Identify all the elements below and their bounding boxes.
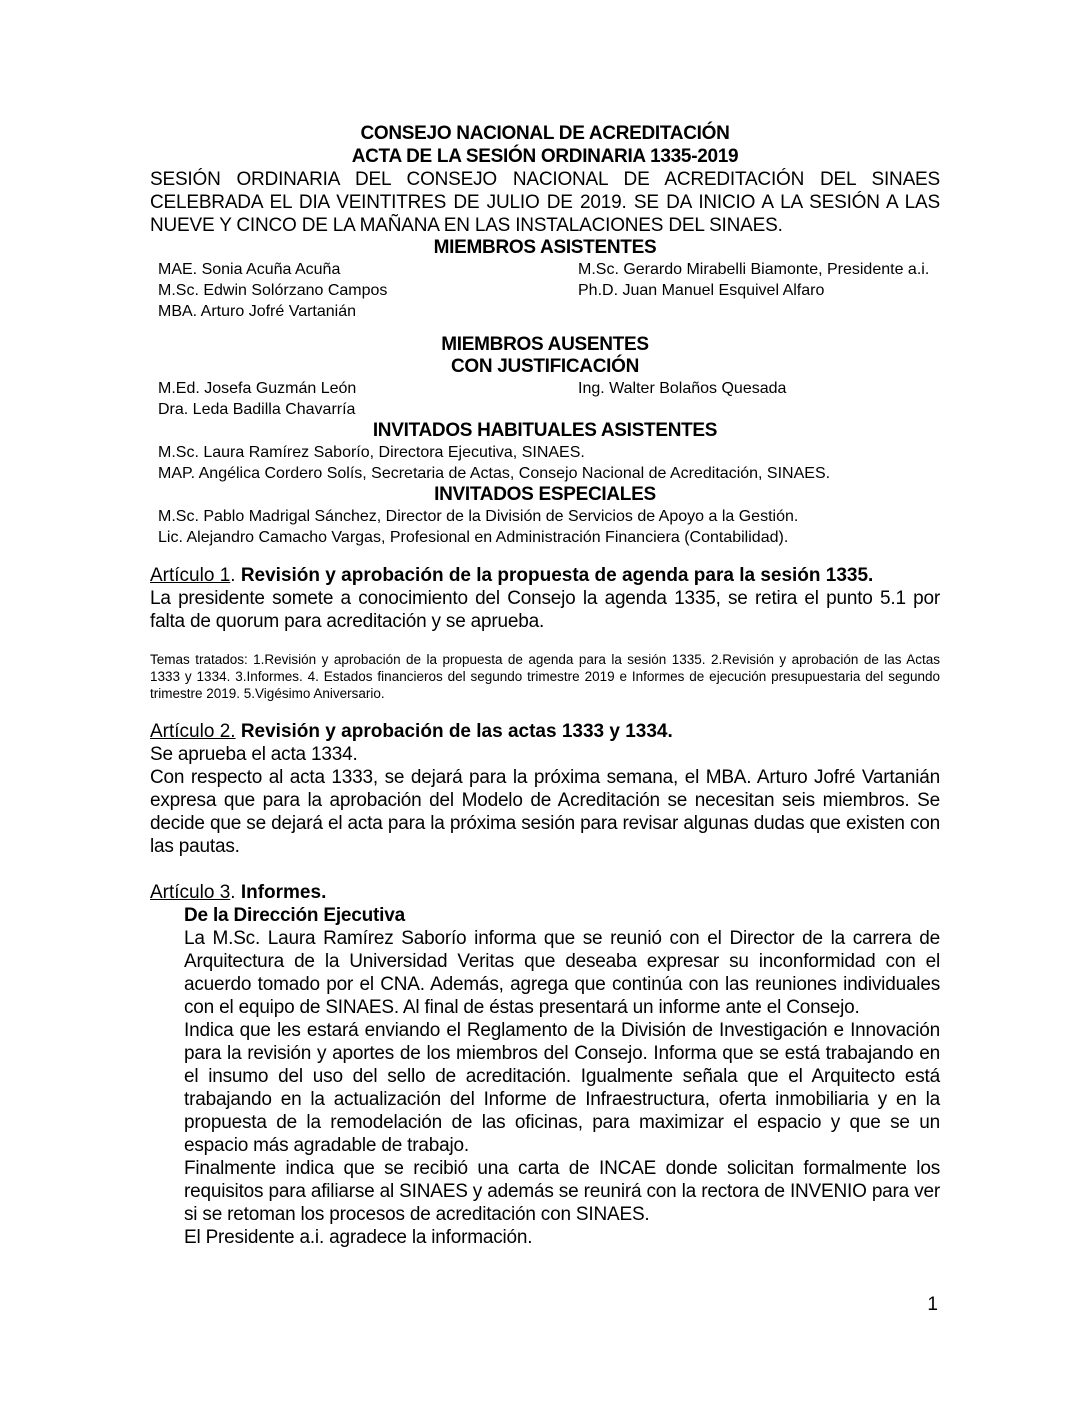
asistentes-heading: MIEMBROS ASISTENTES: [433, 237, 657, 258]
articulo-1-separator: .: [230, 565, 241, 586]
articulo-3-separator: .: [230, 882, 241, 903]
articulo-3-body: [150, 904, 940, 1249]
session-title: ACTA DE LA SESIÓN ORDINARIA 1335-2019: [351, 146, 739, 167]
articulo-3-p3: Finalmente indica que se recibió una carta de INCAE donde solicitan formalmente los requisitos para afiliarse al SINAES y además se reunirá con la rectora de INVENIO para ver si se retoman los procesos de acreditación con SINAES.: [184, 1158, 940, 1225]
guest-name: M.Sc. Pablo Madrigal Sánchez, Director de la División de Servicios de Apoyo a la Gestión.: [158, 508, 799, 525]
ausentes-heading: MIEMBROS AUSENTES: [441, 334, 649, 355]
articulo-3-label: Artículo 3: [150, 882, 231, 903]
ausentes-list: [150, 378, 940, 420]
invitados-especiales-list: [150, 506, 940, 548]
articulo-2-p1: Se aprueba el acta 1334.: [150, 744, 358, 765]
member-name: MBA. Arturo Jofré Vartanián: [158, 303, 357, 320]
articulo-3-p1: La M.Sc. Laura Ramírez Saborío informa que se reunió con el Director de la carrera de Arquitectura de la Universidad Veritas que deseaba expresar su inconformidad con el acuerdo tomado por el CNA. Además, agrega que continúa con las reuniones individuales con el equipo de SINAES. Al final de éstas presentará un informe ante el Consejo.: [184, 928, 940, 1018]
member-name: M.Ed. Josefa Guzmán León: [158, 380, 357, 397]
articulo-1-body: La presidente somete a conocimiento del Consejo la agenda 1335, se retira el punto 5.1 por falta de quorum para acreditación y se aprueba.: [150, 588, 940, 632]
articulo-1-label: Artículo 1: [150, 565, 231, 586]
guest-name: Lic. Alejandro Camacho Vargas, Profesional en Administración Financiera (Contabilidad).: [158, 529, 789, 546]
articulo-3-p2: Indica que les estará enviando el Reglamento de la División de Investigación e Innovación para la revisión y aportes de los miembros del Consejo. Informa que se está trabajando en el insumo del uso del sello de acreditación. Igualmente señala que el Arquitecto está trabajando en la actualización del Informe de Infraestructura, oferta inmobiliaria y en la propuesta de la remodelación de las oficinas, para maximizar el espacio y que se un espacio más agradable de trabajo.: [184, 1020, 940, 1156]
ausentes-subheading: CON JUSTIFICACIÓN: [450, 356, 640, 377]
articulo-2-p2: Con respecto al acta 1333, se dejará para la próxima semana, el MBA. Arturo Jofré Vartanián expresa que para la aprobación del Modelo de Acreditación se necesitan seis miembros. Se decide que se dejará el acta para la próxima sesión para revisar algunas dudas que existen con las pautas.: [150, 767, 940, 857]
member-name: Dra. Leda Badilla Chavarría: [158, 401, 356, 418]
document-content: [150, 122, 940, 1249]
articulo-2-label: Artículo 2.: [150, 721, 236, 742]
guest-name: M.Sc. Laura Ramírez Saborío, Directora Ejecutiva, SINAES.: [158, 444, 585, 461]
asistentes-list: [150, 259, 940, 322]
temas-tratados: Temas tratados: 1.Revisión y aprobación de la propuesta de agenda para la sesión 1335. 2.Revisión y aprobación de las Actas 1333 y 1334. 3.Informes. 4. Estados financieros del segundo trimestre 2019 e Informes de ejecución presupuestaria del segundo trimestre 2019. 5.Vigésimo Aniversario.: [150, 652, 940, 701]
member-name: Ph.D. Juan Manuel Esquivel Alfaro: [578, 282, 825, 299]
articulo-1-title: Revisión y aprobación de la propuesta de agenda para la sesión 1335.: [240, 565, 874, 586]
page-number: 1: [927, 1294, 938, 1315]
articulo-3-heading: [150, 881, 940, 904]
articulo-2-title: Revisión y aprobación de las actas 1333 y 1334.: [240, 721, 673, 742]
member-name: MAE. Sonia Acuña Acuña: [158, 261, 341, 278]
member-name: M.Sc. Gerardo Mirabelli Biamonte, Presidente a.i.: [578, 261, 930, 278]
session-intro: SESIÓN ORDINARIA DEL CONSEJO NACIONAL DE ACREDITACIÓN DEL SINAES CELEBRADA EL DIA VEINTITRES DE JULIO DE 2019. SE DA INICIO A LA SESIÓN A LAS NUEVE Y CINCO DE LA MAÑANA EN LAS INSTALACIONES DEL SINAES.: [150, 169, 940, 236]
invitados-especiales-heading: INVITADOS ESPECIALES: [434, 484, 656, 505]
articulo-3-p4: El Presidente a.i. agradece la información.: [184, 1227, 533, 1248]
invitados-habituales-list: [150, 442, 940, 484]
invitados-habituales-heading: INVITADOS HABITUALES ASISTENTES: [372, 420, 718, 441]
member-name: Ing. Walter Bolaños Quesada: [578, 380, 787, 397]
direccion-ejecutiva-subheading: De la Dirección Ejecutiva: [184, 905, 405, 926]
articulo-2-heading: [150, 720, 940, 743]
member-name: M.Sc. Edwin Solórzano Campos: [158, 282, 388, 299]
articulo-1-heading: [150, 564, 940, 587]
articulo-3-title: Informes.: [240, 882, 327, 903]
council-title: CONSEJO NACIONAL DE ACREDITACIÓN: [360, 123, 730, 144]
guest-name: MAP. Angélica Cordero Solís, Secretaria de Actas, Consejo Nacional de Acreditación, SINAES.: [158, 465, 831, 482]
